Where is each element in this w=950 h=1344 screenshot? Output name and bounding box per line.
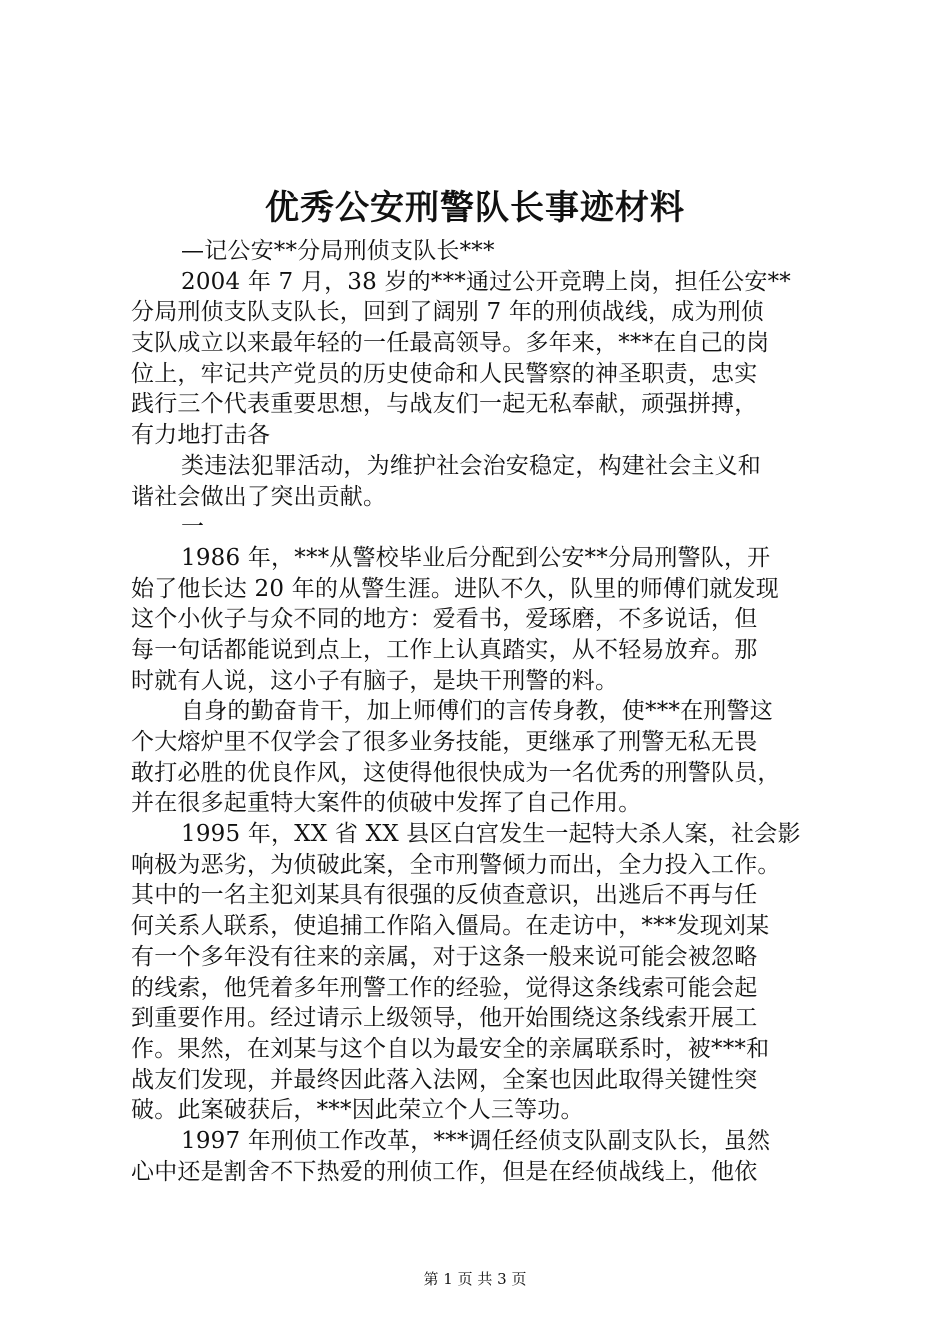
text-line: 这个小伙子与众不同的地方：爱看书，爱琢磨，不多说话，但: [131, 606, 758, 633]
text-line: 自身的勤奋肯干，加上师傅们的言传身教，使***在刑警这: [181, 698, 773, 725]
text-line: 何关系人联系，使追捕工作陷入僵局。在走访中，***发现刘某: [131, 913, 770, 940]
document-body: [131, 236, 831, 1187]
text-line: 有一个多年没有往来的亲属，对于这条一般来说可能会被忽略: [131, 943, 758, 970]
text-line: 战友们发现，并最终因此落入法网，全案也因此取得关键性突: [131, 1066, 758, 1093]
text-line: 时就有人说，这小子有脑子，是块干刑警的料。: [131, 667, 619, 694]
text-line: 破。此案破获后，***因此荣立个人三等功。: [131, 1097, 584, 1124]
text-line: 并在很多起重特大案件的侦破中发挥了自己作用。: [131, 790, 642, 817]
text-line: 1986 年，***从警校毕业后分配到公安**分局刑警队，开: [181, 544, 771, 571]
document-title: 优秀公安刑警队长事迹材料: [265, 188, 685, 228]
text-line: 其中的一名主犯刘某具有很强的反侦查意识，出逃后不再与任: [131, 882, 758, 909]
text-line: 践行三个代表重要思想，与战友们一起无私奉献，顽强拼搏，: [131, 391, 758, 418]
text-line: 分局刑侦支队支队长，回到了阔别 7 年的刑侦战线，成为刑侦: [131, 299, 765, 326]
text-line: 类违法犯罪活动，为维护社会治安稳定，构建社会主义和: [181, 452, 761, 479]
text-line: 每一句话都能说到点上，工作上认真踏实，从不轻易放弃。那: [131, 636, 758, 663]
text-line: 1997 年刑侦工作改革，***调任经侦支队副支队长，虽然: [181, 1127, 771, 1154]
page-number-footer: 第 1 页 共 3 页: [423, 1270, 527, 1288]
text-line: 心中还是割舍不下热爱的刑侦工作，但是在经侦战线上，他依: [131, 1158, 758, 1185]
text-line: 始了他长达 20 年的从警生涯。进队不久，队里的师傅们就发现: [131, 575, 779, 602]
text-line: 作。果然，在刘某与这个自以为最安全的亲属联系时，被***和: [131, 1035, 770, 1062]
text-line: 1995 年，XX 省 XX 县区白宫发生一起特大杀人案，社会影: [181, 821, 801, 848]
text-line: 2004 年 7 月，38 岁的***通过公开竞聘上岗，担任公安**: [181, 268, 791, 295]
section-marker: 一: [181, 514, 205, 541]
text-line: 谐社会做出了突出贡献。: [131, 483, 387, 510]
text-line: 敢打必胜的优良作风，这使得他很快成为一名优秀的刑警队员，: [131, 759, 781, 786]
text-line: 支队成立以来最年轻的一任最高领导。多年来，***在自己的岗: [131, 330, 770, 357]
text-line: 到重要作用。经过请示上级领导，他开始围绕这条线索开展工: [131, 1005, 758, 1032]
text-line: 个大熔炉里不仅学会了很多业务技能，更继承了刑警无私无畏: [131, 729, 758, 755]
text-line: 响极为恶劣，为侦破此案，全市刑警倾力而出，全力投入工作。: [131, 851, 781, 878]
text-line: 有力地打击各: [131, 422, 271, 449]
subtitle-line: —记公安**分局刑侦支队长***: [181, 238, 495, 264]
text-line: 的线索，他凭着多年刑警工作的经验，觉得这条线索可能会起: [131, 974, 758, 1001]
text-line: 位上，牢记共产党员的历史使命和人民警察的神圣职责，忠实: [131, 360, 758, 387]
